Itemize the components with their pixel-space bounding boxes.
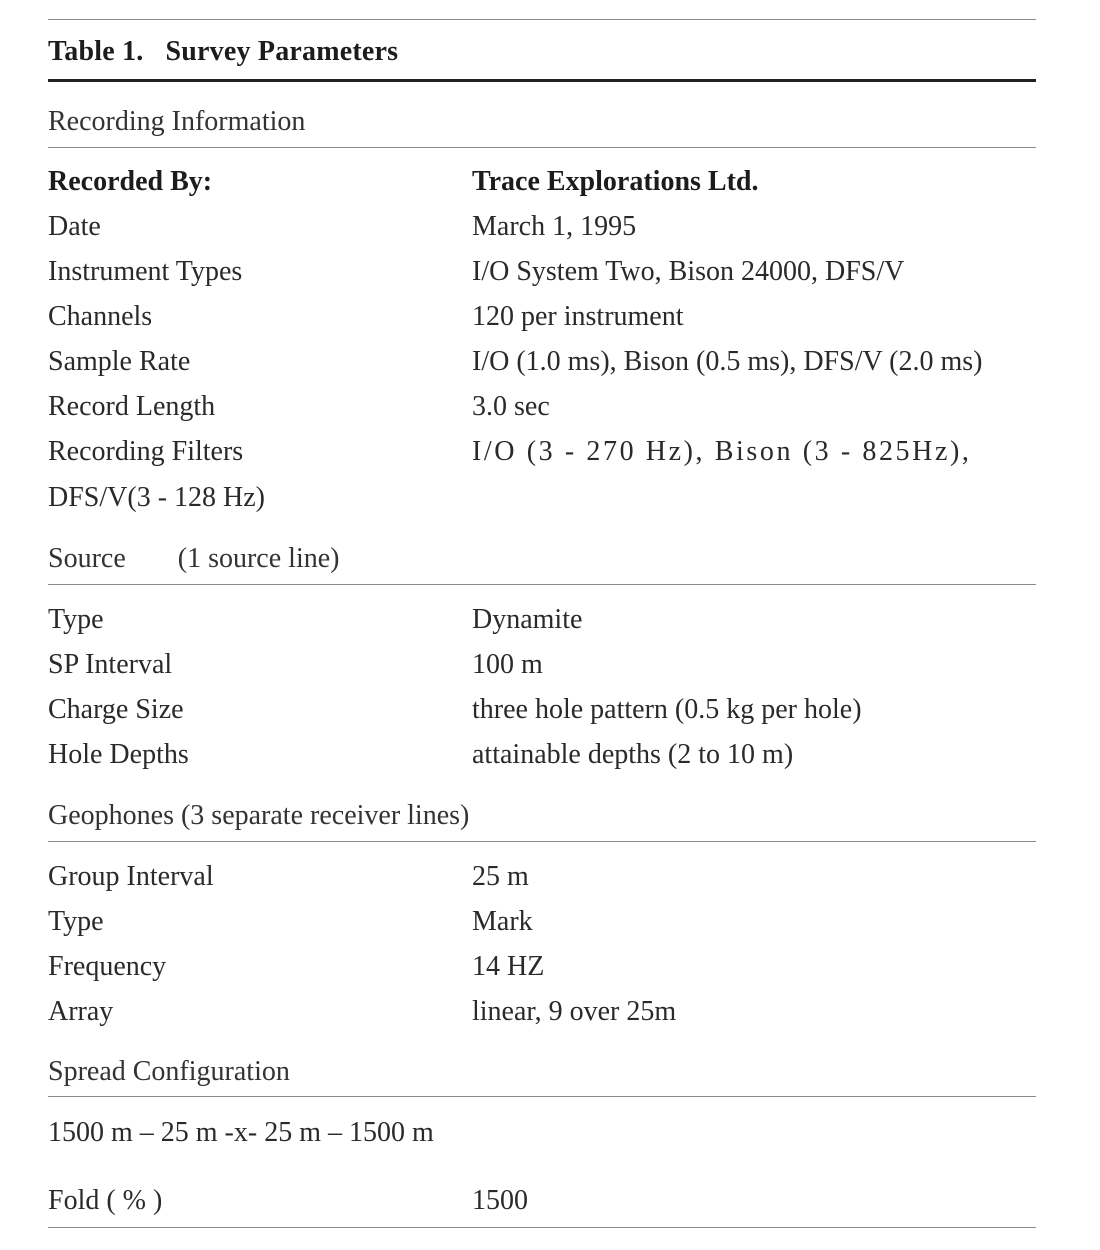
source-rule [48,584,1036,585]
row-label: Channels [48,301,153,332]
recording-rule [48,147,1036,148]
row-label: Group Interval [48,861,214,892]
source-note: (1 source line) [177,543,340,574]
row-label: Recorded By: [48,166,213,197]
geophones-rule [48,841,1036,842]
row-value: 25 m [472,861,529,892]
row-group-interval [48,861,1036,901]
section-spread-heading: Spread Configuration [48,1056,290,1087]
row-sp-interval [48,649,1036,689]
row-value: I/O (3 - 270 Hz), Bison (3 - 825Hz), [472,436,972,467]
row-value: attainable depths (2 to 10 m) [472,739,794,770]
row-label: Charge Size [48,694,184,725]
row-label: Hole Depths [48,739,189,770]
row-recording-filters [48,436,1036,476]
row-value: I/O (1.0 ms), Bison (0.5 ms), DFS/V (2.0 ms) [472,346,983,377]
row-label: Type [48,604,104,635]
row-label: Array [48,996,114,1027]
fold-value: 1500 [472,1185,528,1216]
row-value: three hole pattern (0.5 kg per hole) [472,694,862,725]
row-value: Mark [472,906,533,937]
row-fold [48,1185,1036,1225]
row-geophone-type [48,906,1036,946]
row-frequency [48,951,1036,991]
row-value: linear, 9 over 25m [472,996,677,1027]
row-recorded-by [48,166,1036,206]
fold-label: Fold ( % ) [48,1185,163,1216]
row-label: Sample Rate [48,346,191,377]
filters-continued: DFS/V(3 - 128 Hz) [48,482,265,513]
section-source-heading [48,543,339,575]
top-rule [48,19,1036,20]
row-value: 100 m [472,649,543,680]
row-hole-depths [48,739,1036,779]
row-value: 3.0 sec [472,391,550,422]
row-charge-size [48,694,1036,734]
row-label: Instrument Types [48,256,243,287]
row-label: Recording Filters [48,436,244,467]
row-label: Type [48,906,104,937]
row-value: March 1, 1995 [472,211,637,242]
row-date [48,211,1036,251]
row-sample-rate [48,346,1036,386]
spread-value: 1500 m – 25 m -x- 25 m – 1500 m [48,1117,434,1148]
section-geophones-heading: Geophones (3 separate receiver lines) [48,800,470,831]
spread-rule [48,1096,1036,1097]
row-value: I/O System Two, Bison 24000, DFS/V [472,256,905,287]
row-record-length [48,391,1036,431]
section-recording-heading: Recording Information [48,106,306,137]
row-label: Frequency [48,951,167,982]
row-source-type [48,604,1036,644]
title-rule [48,79,1036,82]
row-label: SP Interval [48,649,173,680]
table-title [48,36,398,68]
table-number: Table 1. [48,36,144,67]
survey-parameters-table [48,0,1036,1250]
row-label: Date [48,211,101,242]
row-value: Trace Explorations Ltd. [472,166,759,197]
row-array [48,996,1036,1036]
row-value: 14 HZ [472,951,545,982]
row-channels [48,301,1036,341]
row-label: Record Length [48,391,216,422]
row-value: 120 per instrument [472,301,684,332]
row-value: Dynamite [472,604,583,635]
row-instrument-types [48,256,1036,296]
bottom-rule [48,1227,1036,1228]
table-title-text: Survey Parameters [165,36,399,67]
source-heading-text: Source [48,543,126,574]
